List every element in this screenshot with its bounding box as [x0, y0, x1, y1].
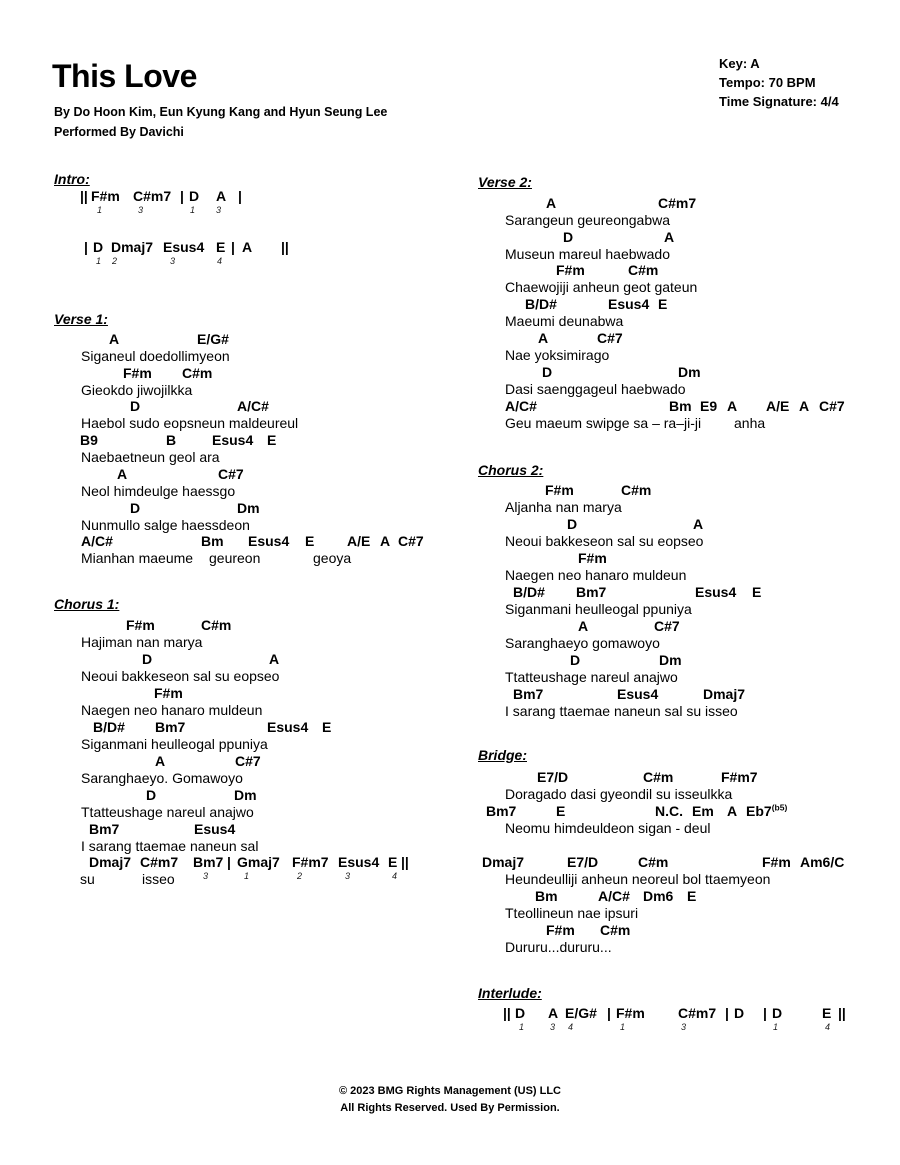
lyric-text: Sarangeun geureongabwa	[505, 212, 671, 228]
chord: E	[388, 854, 398, 870]
beat-number: 1	[620, 1022, 626, 1032]
chord: C#m7	[133, 188, 172, 204]
chord: E	[556, 803, 566, 819]
chord: ||	[401, 854, 409, 870]
lyric-text: Mianhan maeume	[81, 550, 194, 566]
chord: E	[322, 719, 332, 735]
lyric-text: Aljanha nan marya	[505, 499, 622, 515]
chord: C#m	[638, 854, 669, 870]
lyric-text: Siganmani heulleogal ppuniya	[81, 736, 268, 752]
chord: ||	[80, 188, 88, 204]
chord: Bm7	[576, 584, 607, 600]
chord: A	[155, 753, 166, 769]
chord: Dmaj7	[89, 854, 132, 870]
chord: Em	[692, 803, 714, 819]
lyric-text: Nunmullo salge haessdeon	[81, 517, 250, 533]
lyric-text: Hajiman nan marya	[81, 634, 203, 650]
chord: C#7	[654, 618, 680, 634]
chord: C#7	[597, 330, 623, 346]
chord: C#m7	[678, 1005, 717, 1021]
chord: ||	[503, 1005, 511, 1021]
lyric-text: Museun mareul haebwado	[505, 246, 670, 262]
chord: D	[130, 500, 141, 516]
chord: A	[727, 803, 738, 819]
chord: F#m	[616, 1005, 645, 1021]
chord: A	[693, 516, 704, 532]
chord: A	[242, 239, 253, 255]
time-signature-info: Time Signature: 4/4	[719, 94, 839, 109]
lyric-text: Chaewojiji anheun geot gateun	[505, 279, 698, 295]
chord: E7/D	[567, 854, 599, 870]
chord: A	[109, 331, 120, 347]
chord: A/C#	[81, 533, 113, 549]
chord: Bm7	[155, 719, 186, 735]
chord: Esus4	[194, 821, 236, 837]
lyric-text: Doragado dasi gyeondil su isseulkka	[505, 786, 733, 802]
chord: D	[93, 239, 104, 255]
beat-number: 1	[190, 205, 196, 215]
lyric-text: Tteollineun nae ipsuri	[505, 905, 639, 921]
lyric-text: anha	[734, 415, 766, 431]
lyric-text: Gieokdo jiwojilkka	[81, 382, 193, 398]
performer-byline: Performed By Davichi	[54, 125, 184, 139]
chord: Esus4	[338, 854, 380, 870]
section-title-chorus-1: Chorus 1:	[54, 596, 120, 612]
chord: |	[231, 239, 235, 255]
chord: Esus4	[608, 296, 650, 312]
lyric-text: Dasi saenggageul haebwado	[505, 381, 686, 397]
lyric-text: Ttatteushage nareul anajwo	[81, 804, 254, 820]
copyright-line-2: All Rights Reserved. Used By Permission.	[340, 1102, 560, 1114]
chord: F#m	[154, 685, 183, 701]
lyric-text: Siganeul doedollimyeon	[81, 348, 230, 364]
lyric-text: isseo	[142, 871, 175, 887]
beat-number: 1	[97, 205, 103, 215]
chord: B/D#	[513, 584, 545, 600]
chord: Esus4	[267, 719, 309, 735]
lyric-text: Saranghaeyo. Gomawoyo	[81, 770, 243, 786]
lyric-text: Ttatteushage nareul anajwo	[505, 669, 678, 685]
chord: F#m	[545, 482, 574, 498]
song-title: This Love	[52, 58, 197, 94]
chord: Bm7	[89, 821, 120, 837]
chord: D	[189, 188, 200, 204]
chord: A	[538, 330, 549, 346]
chord: Esus4	[617, 686, 659, 702]
chord: E	[752, 584, 762, 600]
chord: A/C#	[237, 398, 269, 414]
beat-number: 3	[138, 205, 144, 215]
chord: C#7	[819, 398, 845, 414]
chord: F#m7	[721, 769, 758, 785]
lyric-text: Naegen neo hanaro muldeun	[505, 567, 687, 583]
chord: D	[772, 1005, 783, 1021]
chord: B/D#	[525, 296, 557, 312]
chord: Esus4	[695, 584, 737, 600]
chord: F#m	[546, 922, 575, 938]
chord: D	[146, 787, 157, 803]
chord: B	[166, 432, 177, 448]
beat-number: 4	[825, 1022, 831, 1032]
chord: |	[180, 188, 184, 204]
beat-number: 3	[216, 205, 222, 215]
chord: Bm	[201, 533, 224, 549]
chord: F#m	[123, 365, 152, 381]
chord: C#m	[182, 365, 213, 381]
chord: Am6/C	[800, 854, 845, 870]
chord: |	[725, 1005, 729, 1021]
chord: Gmaj7	[237, 854, 280, 870]
chord: A	[546, 195, 557, 211]
chord: |	[763, 1005, 767, 1021]
copyright-line-1: © 2023 BMG Rights Management (US) LLC	[338, 1085, 562, 1097]
chord: E/G#	[197, 331, 229, 347]
chord: Dm	[237, 500, 260, 516]
chord: D	[515, 1005, 526, 1021]
key-info: Key: A	[719, 56, 760, 71]
section-title-interlude: Interlude:	[478, 985, 542, 1001]
chord: C#7	[398, 533, 424, 549]
lyric-text: Maeumi deunabwa	[505, 313, 624, 329]
lyric-text: Siganmani heulleogal ppuniya	[505, 601, 692, 617]
chord: |	[607, 1005, 611, 1021]
lyric-text: geureon	[209, 550, 261, 566]
beat-number: 4	[392, 871, 398, 881]
section-title-intro: Intro:	[54, 171, 90, 187]
chord: Dm	[678, 364, 701, 380]
lyric-text: su	[80, 871, 95, 887]
section-title-bridge: Bridge:	[478, 747, 527, 763]
beat-number: 1	[773, 1022, 779, 1032]
chord: Dm	[659, 652, 682, 668]
lyric-text: Naebaetneun geol ara	[81, 449, 220, 465]
chord: A	[727, 398, 738, 414]
chord: C#7	[235, 753, 261, 769]
chord: E	[658, 296, 668, 312]
chord: E9	[700, 398, 718, 414]
chord: Esus4	[248, 533, 290, 549]
chord: Dm6	[643, 888, 674, 904]
lyric-text: I sarang ttaemae naneun sal	[81, 838, 259, 854]
lyric-text: I sarang ttaemae naneun sal su isseo	[505, 703, 738, 719]
beat-number: 3	[345, 871, 351, 881]
section-title-verse-1: Verse 1:	[54, 311, 108, 327]
chord: D	[570, 652, 581, 668]
chord: A	[664, 229, 675, 245]
chord: C#m	[600, 922, 631, 938]
chord: D	[567, 516, 578, 532]
lyric-text: Neoui bakkeseon sal su eopseo	[505, 533, 704, 549]
chord: F#m	[556, 262, 585, 278]
chord: E	[822, 1005, 832, 1021]
chord: E	[267, 432, 277, 448]
chord: F#m	[126, 617, 155, 633]
chord: A	[117, 466, 128, 482]
chord: C#m	[201, 617, 232, 633]
chord: A	[578, 618, 589, 634]
chord: D	[142, 651, 153, 667]
chord: Bm	[669, 398, 692, 414]
chord: E	[305, 533, 315, 549]
chord: |	[227, 854, 231, 870]
beat-number: 1	[519, 1022, 525, 1032]
composer-byline: By Do Hoon Kim, Eun Kyung Kang and Hyun Seung Lee	[54, 105, 388, 119]
chord: D	[542, 364, 553, 380]
lyric-text: geoya	[313, 550, 352, 566]
chord: A/E	[347, 533, 371, 549]
lyric-text: Dururu...dururu...	[505, 939, 612, 955]
chord: Dmaj7	[111, 239, 154, 255]
chord: E/G#	[565, 1005, 597, 1021]
chord: F#m7	[292, 854, 329, 870]
chord: Dm	[234, 787, 257, 803]
chord: Bm7	[193, 854, 224, 870]
chord: D	[130, 398, 141, 414]
chord: Bm7	[513, 686, 544, 702]
lyric-text: Nae yoksimirago	[505, 347, 610, 363]
chord: A	[380, 533, 391, 549]
chord: C#m	[643, 769, 674, 785]
chord: ||	[838, 1005, 846, 1021]
chord: Esus4	[212, 432, 254, 448]
chord: Dmaj7	[482, 854, 525, 870]
lyric-text: Saranghaeyo gomawoyo	[505, 635, 660, 651]
lyric-text: Neol himdeulge haessgo	[81, 483, 236, 499]
chord: Bm	[535, 888, 558, 904]
chord: E	[687, 888, 697, 904]
lyric-text: Haebol sudo eopsneun maldeureul	[81, 415, 299, 431]
chord: C#m7	[140, 854, 179, 870]
lyric-text: Geu maeum swipge sa – ra–ji-ji	[505, 415, 702, 431]
chord: E	[216, 239, 226, 255]
chord-superscript: (b5)	[771, 802, 788, 813]
chord: |	[84, 239, 88, 255]
chord: A	[216, 188, 227, 204]
lyric-text: Naegen neo hanaro muldeun	[81, 702, 263, 718]
chord: A	[269, 651, 280, 667]
chord: Bm7	[486, 803, 517, 819]
beat-number: 2	[297, 871, 303, 881]
beat-number: 3	[203, 871, 209, 881]
chord: A/C#	[598, 888, 630, 904]
lyric-text: Heundeulliji anheun neoreul bol ttaemyeon	[505, 871, 771, 887]
chord: C#m7	[658, 195, 697, 211]
chord: A/C#	[505, 398, 537, 414]
chord: Esus4	[163, 239, 205, 255]
chord: D	[563, 229, 574, 245]
chord: D	[734, 1005, 745, 1021]
chord: F#m	[91, 188, 120, 204]
beat-number: 3	[550, 1022, 556, 1032]
chord: ||	[281, 239, 289, 255]
lyric-text: Neomu himdeuldeon sigan - deul	[505, 820, 711, 836]
beat-number: 3	[170, 256, 176, 266]
chord: C#7	[218, 466, 244, 482]
beat-number: 1	[96, 256, 102, 266]
chord: N.C.	[655, 803, 683, 819]
chord: $Eb7^{(b5)}$	[746, 802, 788, 819]
chord: A	[799, 398, 810, 414]
tempo-info: Tempo: 70 BPM	[719, 75, 816, 90]
chord: E7/D	[537, 769, 569, 785]
chord: B/D#	[93, 719, 125, 735]
section-title-verse-2: Verse 2:	[478, 174, 532, 190]
beat-number: 1	[244, 871, 250, 881]
chord: |	[238, 188, 242, 204]
chord: C#m	[621, 482, 652, 498]
chord: B9	[80, 432, 98, 448]
beat-number: 2	[112, 256, 118, 266]
chord: C#m	[628, 262, 659, 278]
beat-number: 4	[568, 1022, 574, 1032]
section-title-chorus-2: Chorus 2:	[478, 462, 544, 478]
beat-number: 3	[681, 1022, 687, 1032]
chord: F#m	[578, 550, 607, 566]
chord: A	[548, 1005, 559, 1021]
chord: A/E	[766, 398, 790, 414]
lyric-text: Neoui bakkeseon sal su eopseo	[81, 668, 280, 684]
chord: F#m	[762, 854, 791, 870]
beat-number: 4	[217, 256, 223, 266]
chord: Dmaj7	[703, 686, 746, 702]
